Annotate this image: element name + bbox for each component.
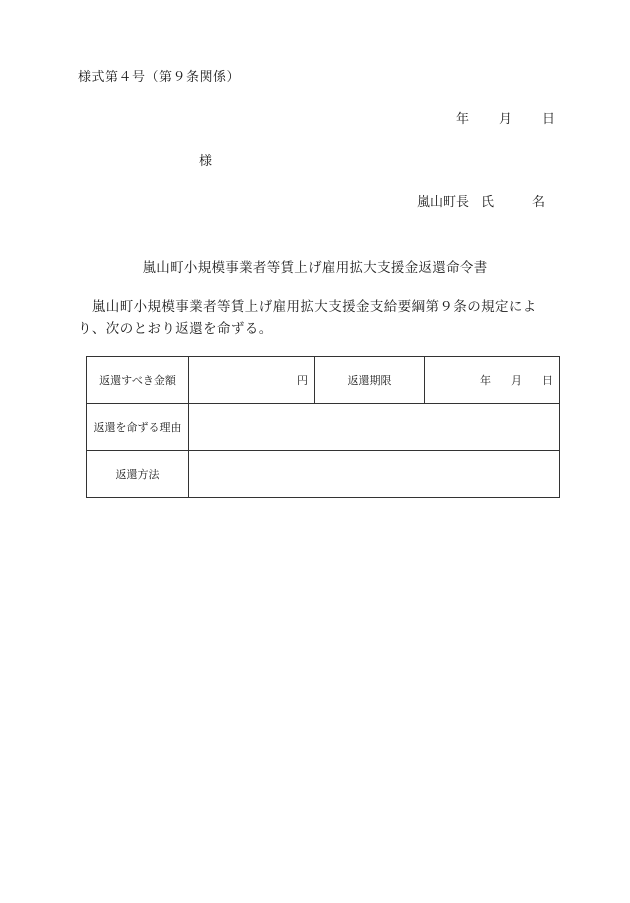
reason-row [87,404,560,451]
issuer-name-label-2: 名 [532,195,546,210]
deadline-field [425,357,560,404]
document-title: 嵐山町小規模事業者等賃上げ雇用拡大支援金返還命令書 [142,260,488,276]
reason-label: 返還を命ずる理由 [87,404,189,451]
body-paragraph: 嵐山町小規模事業者等賃上げ雇用拡大支援金支給要綱第９条の規定により、次のとおり返還を命ずる。 [78,299,537,337]
amount-field: 円 [189,357,315,404]
amount-label: 返還すべき金額 [87,357,189,404]
issuer-name-label-1: 氏 [481,195,495,210]
form-number: 様式第４号（第９条関係） [78,70,241,85]
deadline-label: 返還期限 [315,357,425,404]
addressee-suffix: 様 [199,154,213,169]
date-month: 月 [499,112,513,127]
deadline-month: 月 [511,374,522,387]
method-label: 返還方法 [87,451,189,498]
method-row [87,451,560,498]
issuer-line [417,191,545,210]
date-line [456,108,555,127]
date-year: 年 [456,112,470,127]
deadline-year: 年 [480,374,491,387]
reason-field [189,404,560,451]
deadline-day: 日 [542,374,553,387]
amount-row [87,357,560,404]
date-day: 日 [542,112,556,127]
repayment-table [86,356,560,498]
issuer-title: 嵐山町長 [417,195,470,210]
method-field [189,451,560,498]
